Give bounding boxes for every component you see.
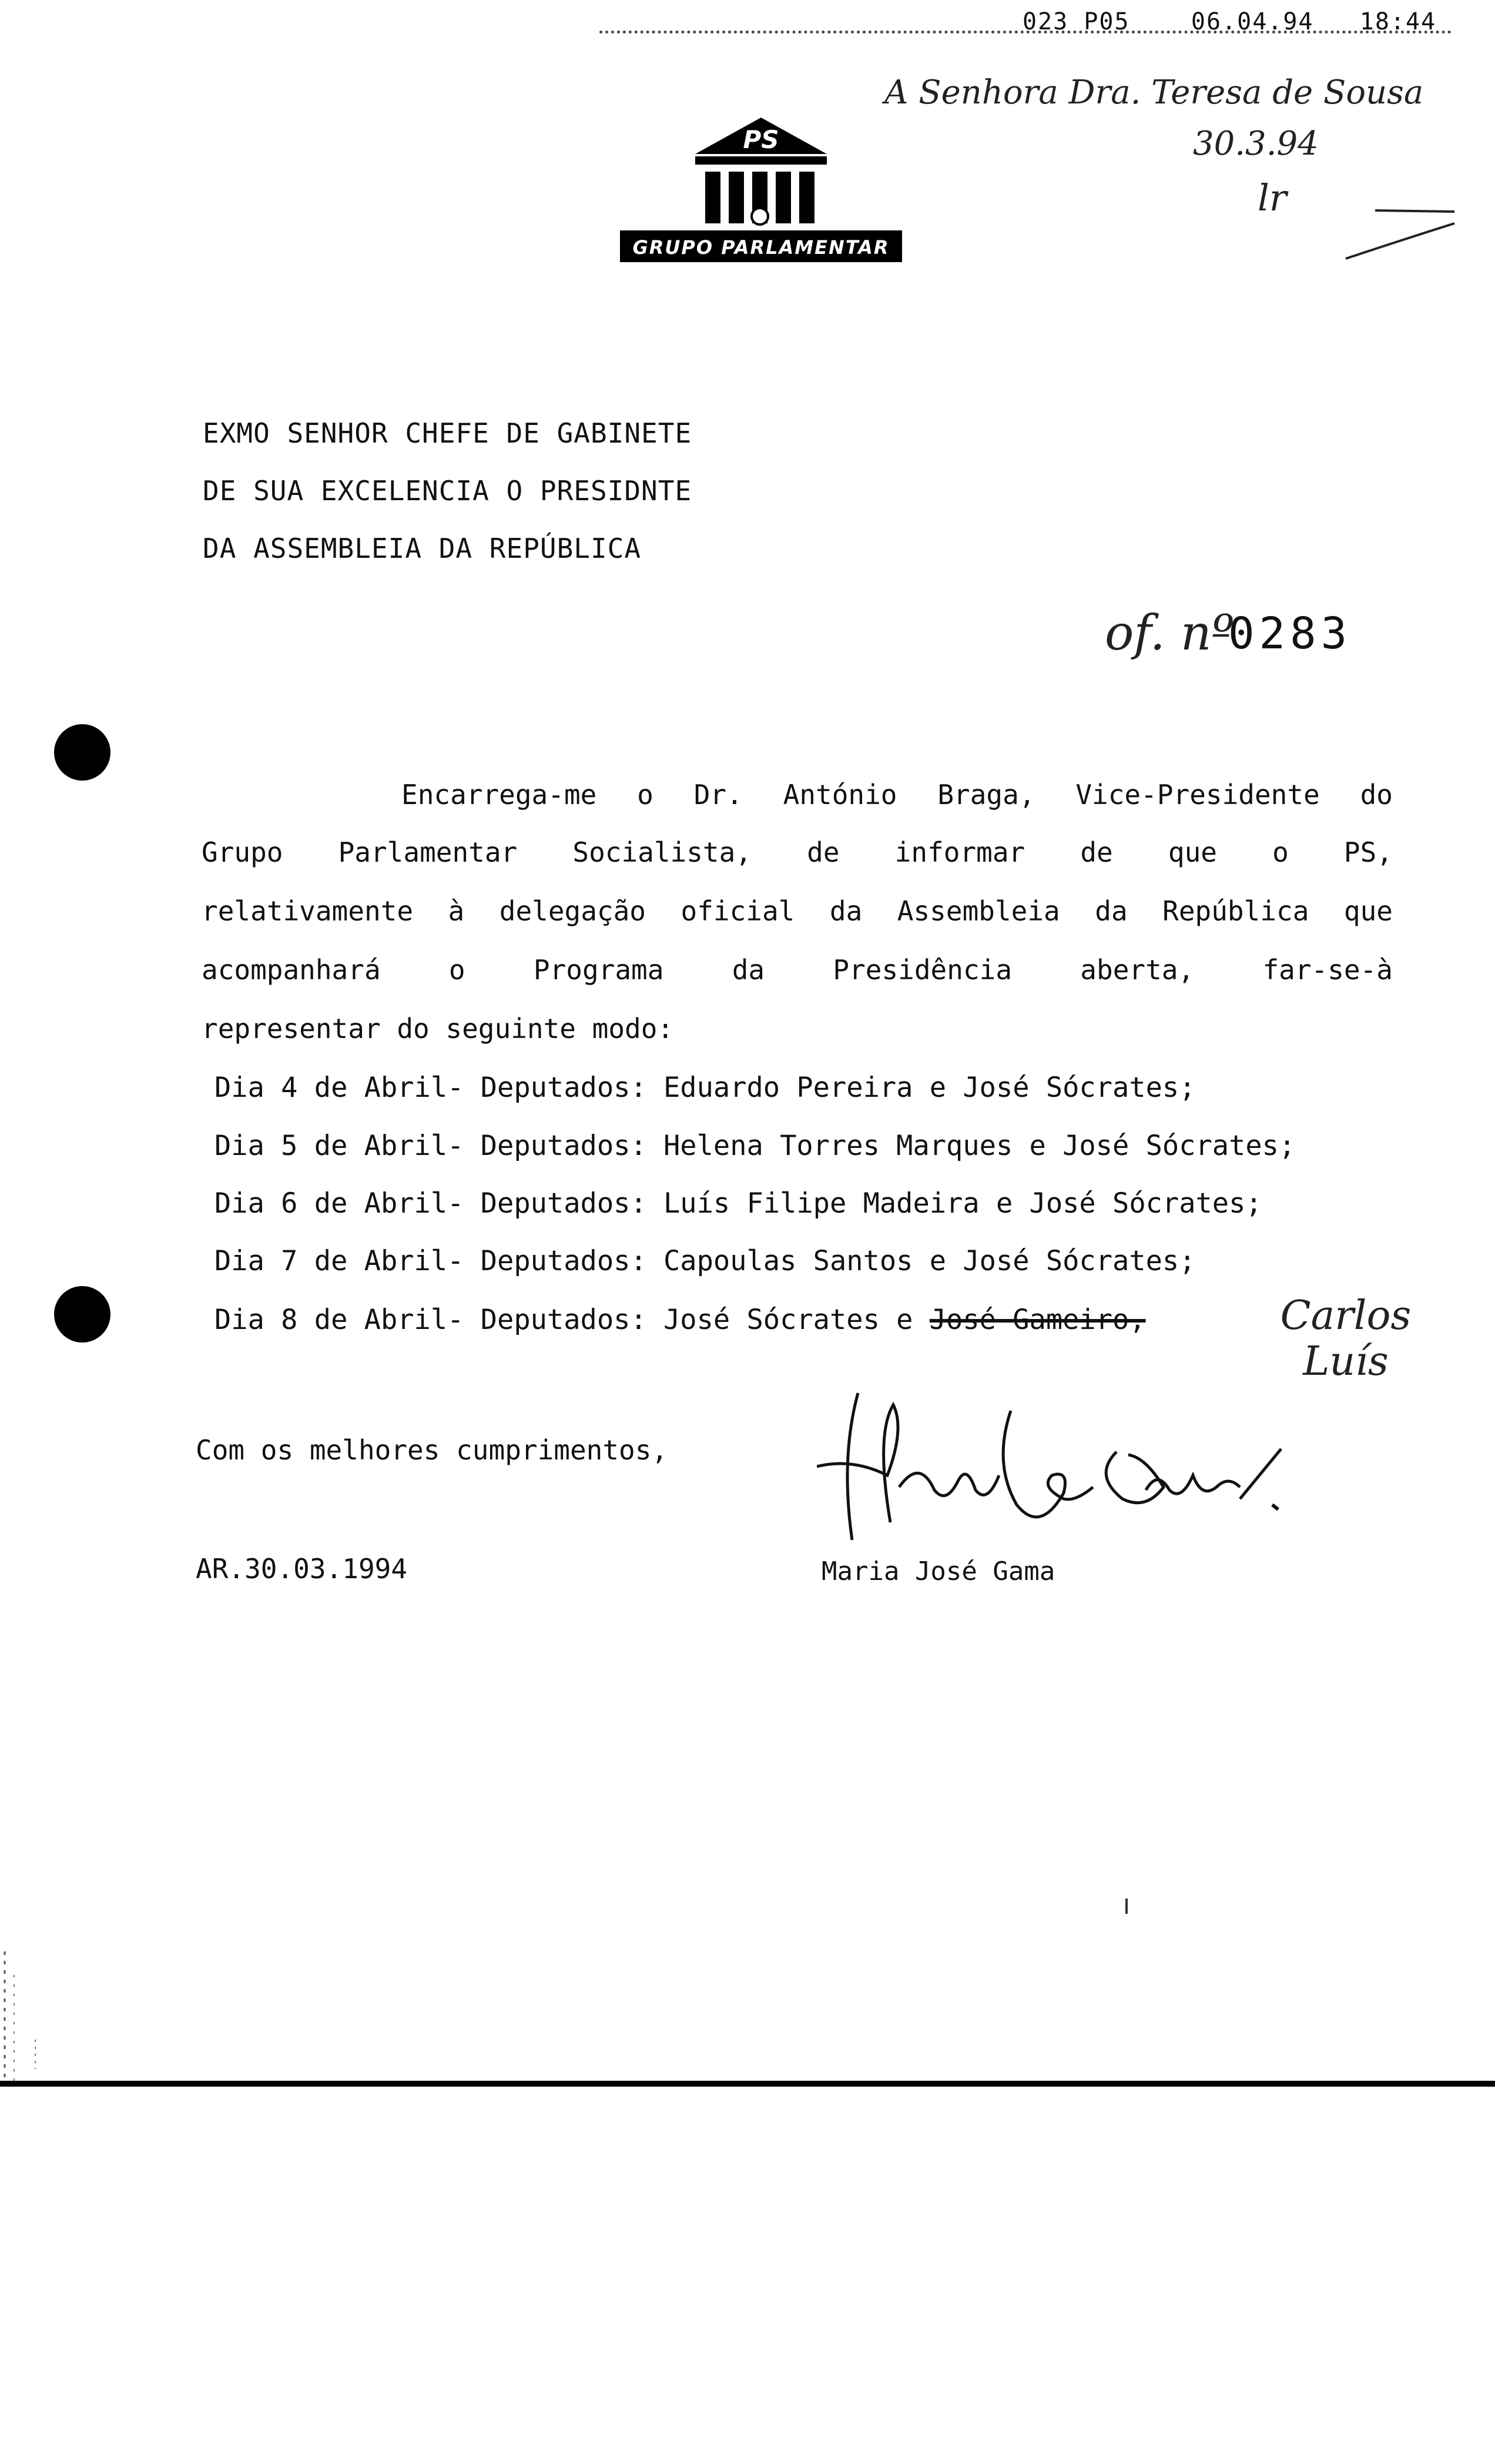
schedule-names: Capoulas Santos e José Sócrates; [663,1245,1196,1277]
reference-number: 0283 [1228,608,1352,659]
schedule-day: Dia 7 de Abril- Deputados: [214,1245,647,1277]
svg-text:PS: PS [743,125,779,154]
signatory-name: Maria José Gama [822,1556,1055,1586]
body-line-3: relativamente à delegação oficial da Assembleia da República que [202,895,1393,927]
handwritten-signature [817,1387,1293,1564]
schedule-row [214,1245,1196,1277]
schedule-day: Dia 4 de Abril- Deputados: [214,1072,647,1104]
struck-name: José Gameiro, [929,1304,1146,1336]
handwritten-initial: lr [1258,176,1287,219]
handwritten-routing-note: A Senhora Dra. Teresa de Sousa [884,73,1424,112]
schedule-row [214,1304,1146,1336]
schedule-names: José Sócrates e [663,1304,913,1336]
handwritten-flourish [1340,200,1457,265]
body-line-1: Encarrega-me o Dr. António Braga, Vice-Presidente do [401,779,1393,811]
punch-hole-bottom [54,1286,110,1343]
schedule-day: Dia 8 de Abril- Deputados: [214,1304,647,1336]
page-bottom-edge [0,2081,1495,2087]
addressee-line-1: EXMO SENHOR CHEFE DE GABINETE [203,417,692,449]
handwritten-replacement-name: Carlos Luís [1280,1293,1412,1385]
body-line-5: representar do seguinte modo: [202,1013,674,1044]
reference-label-handwritten: of. nº [1105,605,1235,661]
addressee-line-3: DA ASSEMBLEIA DA REPÚBLICA [203,533,642,564]
body-line-2: Grupo Parlamentar Socialista, de informar de que o PS, [202,836,1393,868]
punch-hole-top [54,724,110,781]
schedule-day: Dia 5 de Abril- Deputados: [214,1130,647,1162]
scan-mark [1125,1899,1128,1914]
schedule-names: Eduardo Pereira e José Sócrates; [663,1072,1196,1104]
closing-salutation: Com os melhores cumprimentos, [196,1434,668,1466]
schedule-names: Helena Torres Marques e José Sócrates; [663,1130,1296,1162]
schedule-row [214,1130,1295,1162]
letter-date: AR.30.03.1994 [196,1553,408,1585]
svg-text:GRUPO PARLAMENTAR: GRUPO PARLAMENTAR [632,236,890,259]
body-line-4: acompanhará o Programa da Presidência aberta, far-se-à [202,954,1393,986]
ps-parliamentary-group-logo [620,113,902,270]
fax-header: 023 P05 06.04.94 18:44 [1023,8,1437,35]
addressee-line-2: DE SUA EXCELENCIA O PRESIDNTE [203,475,692,507]
schedule-names: Luís Filipe Madeira e José Sócrates; [663,1187,1262,1220]
scan-margin-marks [0,1951,59,2081]
schedule-day: Dia 6 de Abril- Deputados: [214,1187,647,1220]
schedule-row [214,1187,1262,1220]
handwritten-note-date: 30.3.94 [1193,125,1319,163]
schedule-row [214,1072,1196,1104]
